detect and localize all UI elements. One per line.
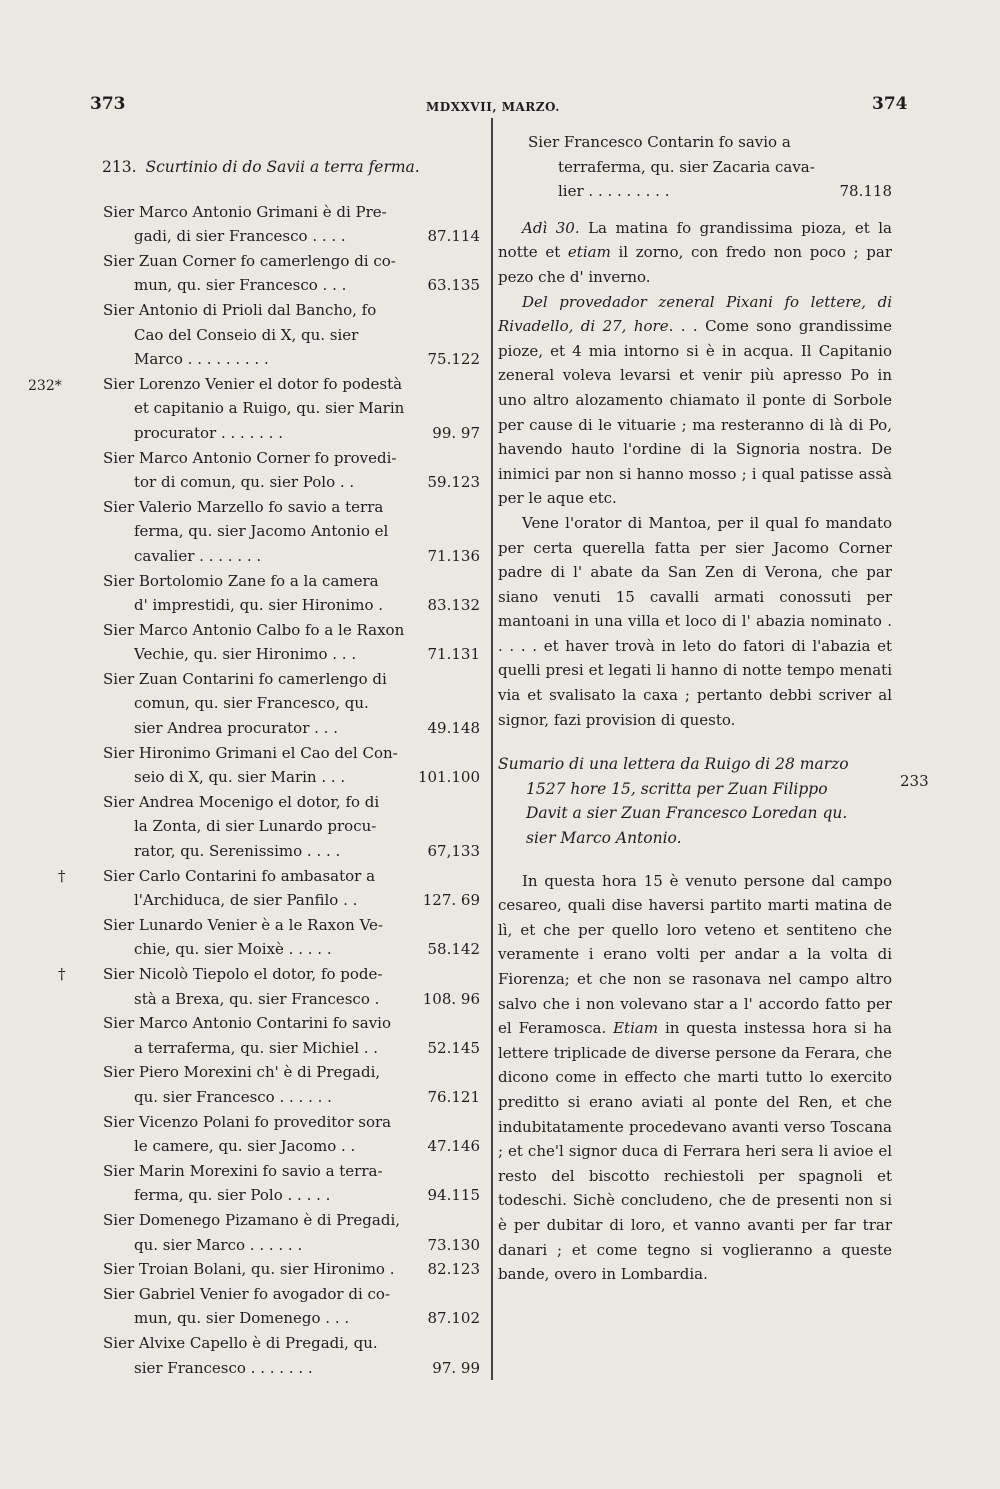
sumario-line: sier Marco Antonio. (526, 829, 682, 848)
vote-count: 99. 97 (432, 423, 480, 442)
entry-line: stà a Brexa, qu. sier Francesco . (134, 989, 380, 1008)
vote-count: 71.131 (427, 645, 480, 664)
entry-line: Sier Andrea Mocenigo el dotor, fo di (103, 792, 380, 811)
entry-line: Sier Gabriel Venier fo avogador di co- (103, 1284, 391, 1303)
vote-count: 108. 96 (422, 989, 480, 1008)
ballot-entry (60, 200, 480, 249)
right-column (498, 130, 892, 1287)
entry-line: Sier Antonio di Prioli dal Bancho, fo (103, 300, 377, 319)
ballot-entry (60, 249, 480, 298)
entry-line: chie, qu. sier Moixè . . . . . (134, 940, 332, 959)
paragraph-text: In questa hora 15 è venuto persone dal campo cesareo, quali dise haversi partito marti matina de lì, et che per quello loro veteno et sentiteno che veramente i erano volti per andar a la volta di Fiorenza; et che non se rasonava nel campo altro salvo che i non volevano star a l' accordo fatto per el Feramosca. (498, 871, 892, 1038)
entry-line: procurator . . . . . . . (134, 423, 283, 442)
entry-line: cavalier . . . . . . . (134, 546, 262, 565)
entry-line: Sier Carlo Contarini fo ambasator a (103, 866, 376, 885)
paragraph-italic: Del provedador zeneral Pixani fo lettere, di Rivadello, di 27, hore (498, 292, 892, 336)
section-heading: Scurtinio di do Savii a terra ferma. (145, 158, 420, 176)
running-header: MDXXVII, MARZO. (426, 100, 560, 114)
entry-line: mun, qu. sier Domenego . . . (134, 1309, 350, 1328)
entry-line: l'Archiduca, de sier Panfilo . . (134, 891, 358, 910)
vote-count: 59.123 (427, 473, 480, 492)
entry-line: seio di X, qu. sier Marin . . . (134, 768, 346, 787)
entry-line: Sier Vicenzo Polani fo proveditor sora (103, 1112, 392, 1131)
ballot-entry (60, 1282, 480, 1331)
entry-line: Vechie, qu. sier Hironimo . . . (134, 645, 357, 664)
ballot-entry (60, 667, 480, 741)
ballot-entry (60, 298, 480, 372)
entry-line: sier Andrea procurator . . . (134, 719, 338, 738)
paragraph-provedador (498, 290, 892, 511)
margin-note-233: 233 (900, 772, 929, 790)
entry-line: Sier Zuan Corner fo camerlengo di co- (103, 251, 396, 270)
entry-line: Marco . . . . . . . . . (134, 350, 269, 369)
ballot-entry (60, 446, 480, 495)
ballot-entry (60, 495, 480, 569)
page-number-left: 373 (90, 94, 126, 114)
entry-line: Sier Hironimo Grimani el Cao del Con- (103, 743, 398, 762)
ballot-list (60, 200, 480, 1381)
sumario-line: Sumario di una lettera da Ruigo di 28 marzo (498, 755, 849, 774)
sumario-line: 1527 hore 15, scritta per Zuan Filippo (526, 779, 828, 798)
entry-line: Sier Francesco Contarin fo savio a (528, 133, 791, 151)
ballot-entry (60, 741, 480, 790)
vote-count: 127. 69 (422, 891, 480, 910)
entry-line: le camere, qu. sier Jacomo . . (134, 1137, 356, 1156)
entry-line: Sier Alvixe Capello è di Pregadi, qu. (103, 1333, 378, 1352)
top-entry (498, 130, 892, 204)
vote-count: 101.100 (417, 768, 480, 787)
dagger-mark: † (58, 965, 66, 983)
paragraph-text: il zorno, con fredo non poco ; par pezo che d' inverno. (498, 243, 892, 286)
entry-line: Sier Bortolomio Zane fo a la camera (103, 571, 379, 590)
paragraph-italic: etiam (567, 243, 611, 262)
ballot-entry (60, 913, 480, 962)
sumario-line: Davit a sier Zuan Francesco Loredan qu. (526, 804, 848, 823)
vote-count: 67,133 (427, 842, 480, 861)
paragraph-text: . . . Come sono grandissime pioze, et 4 mia intorno si è in acqua. Il Capitanio zeneral voleva levarsi et venir più apresso Po in uno altro alozamento chiamato il ponte di Sorbole per cause di le vituarie ; ma resteranno di là di Po, havendo hauto l'ordine di la Signoria nostra. De inimici par non si hanno mosso ; i qual patisse assà per le aque etc. (498, 317, 892, 508)
entry-line: rator, qu. Serenissimo . . . . (134, 842, 341, 861)
entry-line: Sier Troian Bolani, qu. sier Hironimo . (103, 1260, 395, 1279)
entry-line: et capitanio a Ruigo, qu. sier Marin (134, 399, 405, 418)
entry-line: lier . . . . . . . . . (558, 182, 670, 201)
paragraph-text: Vene l'orator di Mantoa, per il qual fo mandato per certa querella fatta per sier Jacomo Corner padre di l' abate da San Zen di Verona, che par siano venuti 15 cavalli armati conossuti per mantoani in una villa et loco di l' abazia nominato . . . . . et haver trovà in leto do fatori di l'abazia et quelli presi et legati li hanno di notte tempo menati via et svalisato la caxa ; pertanto debbi scriver al signor, fazi provision di questo. (498, 513, 892, 729)
vote-count: 76.121 (427, 1087, 480, 1106)
ballot-entry (60, 864, 480, 913)
vote-count: 63.135 (427, 276, 480, 295)
paragraph-sumario (498, 869, 892, 1287)
ballot-entry (60, 1331, 480, 1380)
vote-count: 52.145 (427, 1038, 480, 1057)
vote-count: 49.148 (427, 719, 480, 738)
vote-count: 87.114 (427, 227, 480, 246)
margin-note-232: 232* (28, 378, 62, 394)
entry-line: la Zonta, di sier Lunardo procu- (134, 817, 377, 836)
entry-line: Sier Domenego Pizamano è di Pregadi, (103, 1210, 401, 1229)
entry-line: Sier Marco Antonio Grimani è di Pre- (103, 202, 387, 221)
entry-line: Sier Marco Antonio Calbo fo a le Raxon (103, 620, 405, 639)
ballot-entry (60, 1159, 480, 1208)
section-title (102, 155, 480, 180)
vote-count: 97. 99 (432, 1358, 480, 1377)
section-number: 213. (102, 158, 137, 176)
ballot-entry (60, 1257, 480, 1282)
entry-line: Sier Zuan Contarini fo camerlengo di (103, 669, 387, 688)
vote-count: 87.102 (427, 1309, 480, 1328)
entry-line: Sier Piero Morexini ch' è di Pregadi, (103, 1063, 381, 1082)
entry-line: a terraferma, qu. sier Michiel . . (134, 1038, 379, 1057)
page-number-right: 374 (872, 94, 908, 114)
sumario-heading (498, 752, 892, 850)
entry-line: Sier Marin Morexini fo savio a terra- (103, 1161, 383, 1180)
paragraph-text: in questa instessa hora si ha lettere triplicade de diverse persone da Ferara, che dicono come in effecto che marti tutto lo exercito preditto si erano aviati al ponte del Ren, et che indubitatamente procedevano avanti verso Toscana ; et che'l signor duca di Ferrara heri sera li avioe el resto del biscotto rechiestoli per spagnoli et todeschi. Sichè concludeno, che de presenti non si è per dubitar di loro, et vanno avanti per far trar danari ; et come tegno si voglieranno a queste bande, overo in Lombardia. (498, 1019, 892, 1284)
ballot-entry (60, 962, 480, 1011)
entry-line: Sier Valerio Marzello fo savio a terra (103, 497, 384, 516)
ballot-entry (60, 1110, 480, 1159)
vote-count: 82.123 (427, 1260, 480, 1279)
entry-line: Cao del Conseio di X, qu. sier (134, 325, 359, 344)
entry-line: gadi, di sier Francesco . . . . (134, 227, 346, 246)
vote-count: 47.146 (427, 1137, 480, 1156)
left-column (60, 155, 480, 1380)
dagger-mark: † (58, 866, 66, 885)
vote-count: 71.136 (427, 546, 480, 565)
column-divider (491, 118, 493, 1380)
entry-line: Sier Nicolò Tiepolo el dotor, fo pode- (103, 965, 383, 983)
paragraph-orator (498, 511, 892, 732)
vote-count: 83.132 (427, 596, 480, 615)
entry-line: tor di comun, qu. sier Polo . . (134, 473, 355, 492)
vote-count: 58.142 (427, 940, 480, 959)
date-heading: Adì 30. (522, 218, 580, 237)
entry-line: comun, qu. sier Francesco, qu. (134, 694, 369, 713)
paragraph-italic: Etiam (613, 1019, 659, 1038)
entry-line: Sier Lorenzo Venier el dotor fo podestà (103, 374, 403, 393)
entry-line: ferma, qu. sier Polo . . . . . (134, 1186, 331, 1205)
entry-line: Sier Marco Antonio Contarini fo savio (103, 1014, 391, 1033)
entry-line: ferma, qu. sier Jacomo Antonio el (134, 522, 389, 541)
entry-line: terraferma, qu. sier Zacaria cava- (558, 157, 815, 176)
entry-line: mun, qu. sier Francesco . . . (134, 276, 347, 295)
ballot-entry (60, 1060, 480, 1109)
vote-count: 75.122 (427, 350, 480, 369)
entry-line: qu. sier Francesco . . . . . . (134, 1087, 332, 1106)
entry-line: qu. sier Marco . . . . . . (134, 1235, 303, 1254)
entry-line: Sier Lunardo Venier è a le Raxon Ve- (103, 915, 383, 934)
paragraph-text: La matina fo grandissima pioza, et la notte et (498, 218, 892, 262)
vote-count: 94.115 (427, 1186, 480, 1205)
entry-line: sier Francesco . . . . . . . (134, 1358, 313, 1377)
entry-line: d' imprestidi, qu. sier Hironimo . (134, 596, 384, 615)
ballot-entry (60, 618, 480, 667)
vote-count: 73.130 (427, 1235, 480, 1254)
entry-line: Sier Marco Antonio Corner fo provedi- (103, 448, 397, 467)
paragraph-adi-30 (498, 216, 892, 290)
ballot-entry (60, 372, 480, 446)
ballot-entry (60, 790, 480, 864)
ballot-entry (60, 1208, 480, 1257)
ballot-entry (60, 1011, 480, 1060)
ballot-entry (60, 569, 480, 618)
entry-value: 78.118 (839, 182, 892, 201)
